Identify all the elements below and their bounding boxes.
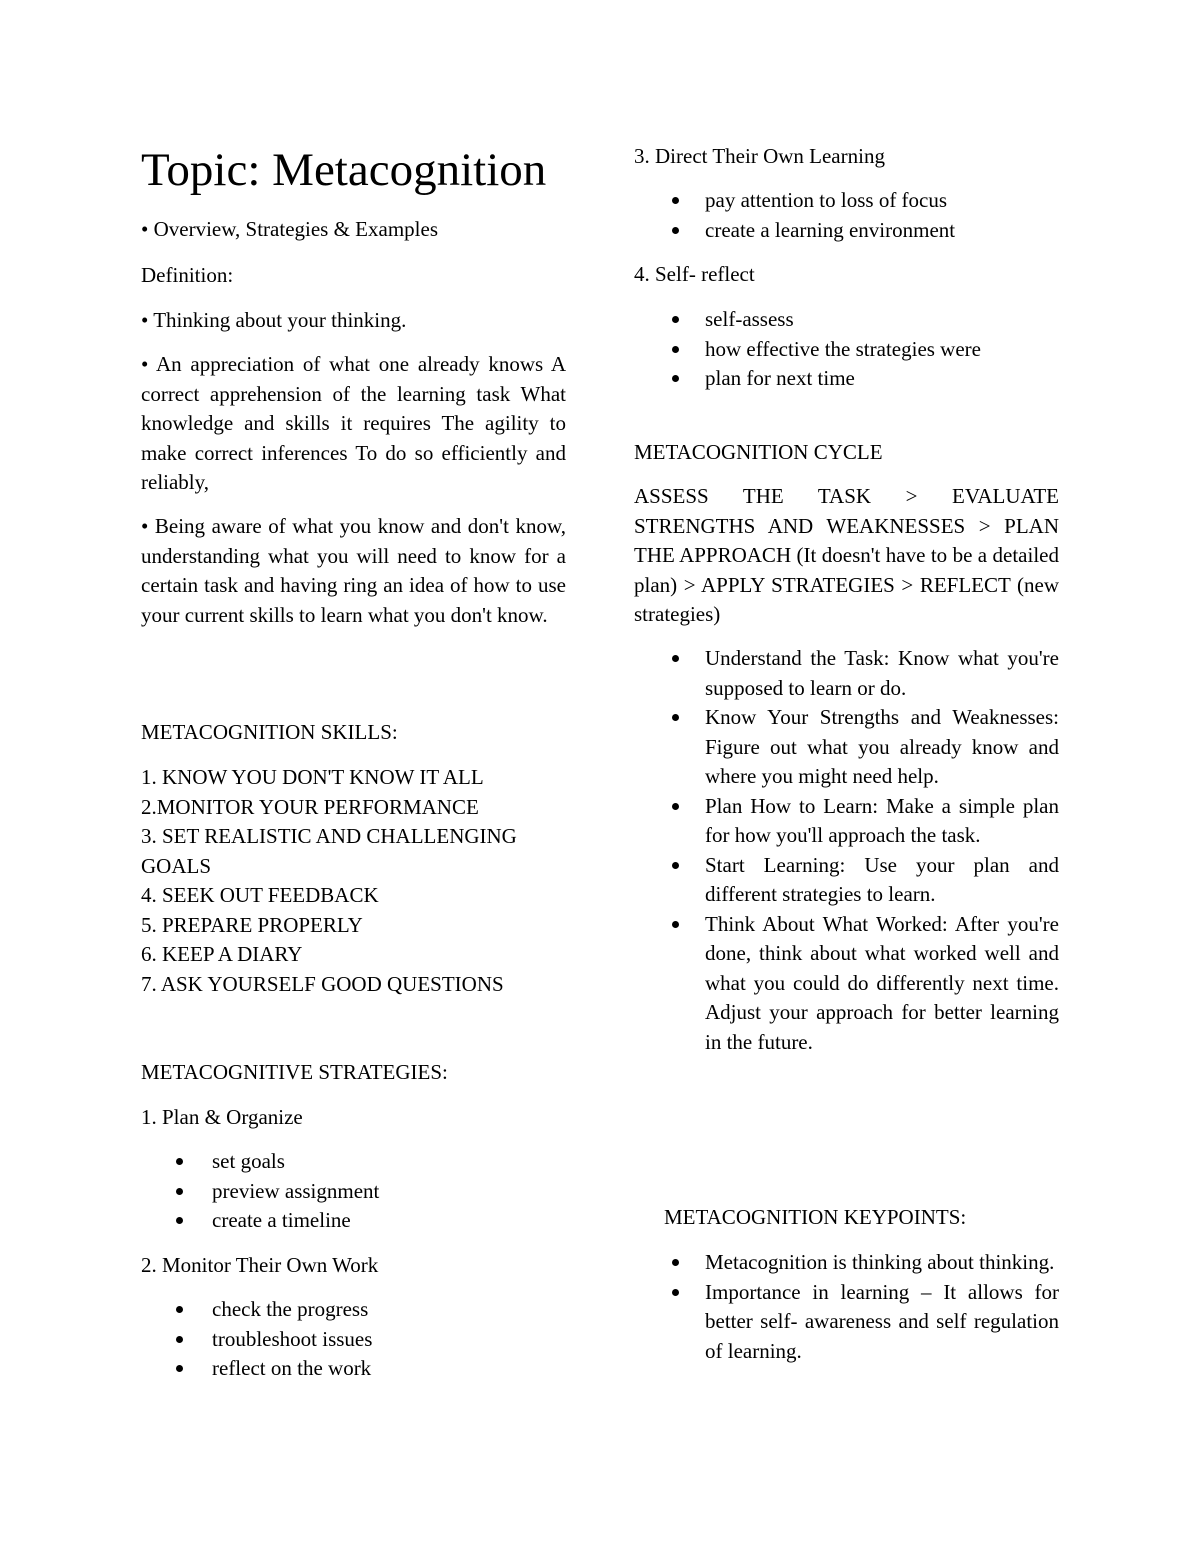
strategy-group-list: [634, 305, 1059, 394]
definition-item: • Being aware of what you know and don't know, understanding what you will need to know for a certain task and having ring an idea of how to use your current skills to learn what you don't know.: [141, 514, 566, 627]
list-item: plan for next time: [634, 364, 1059, 394]
cycle-heading: METACOGNITION CYCLE: [634, 440, 883, 464]
list-item: Understand the Task: Know what you're supposed to learn or do.: [634, 644, 1059, 703]
keypoints-list: [634, 1248, 1059, 1366]
list-item: how effective the strategies were: [634, 335, 1059, 365]
skill-item: 6. KEEP A DIARY: [141, 942, 303, 966]
list-item: Know Your Strengths and Weaknesses: Figure out what you already know and where you might need help.: [634, 703, 1059, 792]
overview-line: • Overview, Strategies & Examples: [141, 217, 438, 241]
skill-item: 7. ASK YOURSELF GOOD QUESTIONS: [141, 971, 504, 996]
list-item: reflect on the work: [141, 1354, 566, 1384]
list-item: Think About What Worked: After you're done, think about what worked well and what you could do differently next time. Adjust your approach for better learning in the future.: [634, 910, 1059, 1058]
list-item: Metacognition is thinking about thinking.: [634, 1248, 1059, 1278]
skill-item: 3. SET REALISTIC AND CHALLENGING GOALS: [141, 824, 517, 878]
strategy-group-title: 4. Self- reflect: [634, 262, 755, 286]
keypoints-heading: METACOGNITION KEYPOINTS:: [664, 1205, 967, 1229]
list-item: Start Learning: Use your plan and different strategies to learn.: [634, 851, 1059, 910]
list-item: pay attention to loss of focus: [634, 186, 1059, 216]
list-item: create a timeline: [141, 1206, 566, 1236]
skill-item: 1. KNOW YOU DON'T KNOW IT ALL: [141, 765, 484, 789]
cycle-summary: ASSESS THE TASK > EVALUATE STRENGTHS AND WEAKNESSES > PLAN THE APPROACH (It doesn't have to be a detailed plan) > APPLY STRATEGIES > REFLECT (new strategies): [634, 484, 1059, 626]
skill-item: 2.MONITOR YOUR PERFORMANCE: [141, 794, 479, 819]
cycle-list: [634, 644, 1059, 1057]
strategy-group-list: [141, 1147, 566, 1236]
list-item: self-assess: [634, 305, 1059, 335]
definition-item: • Thinking about your thinking.: [141, 308, 407, 332]
list-item: Plan How to Learn: Make a simple plan for how you'll approach the task.: [634, 792, 1059, 851]
strategy-group-title: 2. Monitor Their Own Work: [141, 1253, 379, 1277]
skill-item: 4. SEEK OUT FEEDBACK: [141, 883, 379, 907]
skill-item: 5. PREPARE PROPERLY: [141, 912, 363, 937]
definition-label: Definition:: [141, 263, 234, 287]
strategy-group-list: [634, 186, 1059, 245]
skills-heading: METACOGNITION SKILLS:: [141, 720, 398, 744]
list-item: create a learning environment: [634, 216, 1059, 246]
skills-list: [141, 763, 566, 999]
strategy-group-title: 3. Direct Their Own Learning: [634, 144, 885, 168]
list-item: preview assignment: [141, 1177, 566, 1207]
strategy-group-list: [141, 1295, 566, 1384]
list-item: troubleshoot issues: [141, 1325, 566, 1355]
list-item: check the progress: [141, 1295, 566, 1325]
definition-item: • An appreciation of what one already knows A correct apprehension of the learning task What knowledge and skills it requires The agility to make correct inferences To do so efficiently and reliably,: [141, 352, 566, 494]
strategy-group-title: 1. Plan & Organize: [141, 1105, 303, 1129]
list-item: set goals: [141, 1147, 566, 1177]
list-item: Importance in learning – It allows for better self- awareness and self regulation of learning.: [634, 1278, 1059, 1367]
page-title: Topic: Metacognition: [141, 144, 547, 196]
strategies-heading: METACOGNITIVE STRATEGIES:: [141, 1060, 448, 1084]
